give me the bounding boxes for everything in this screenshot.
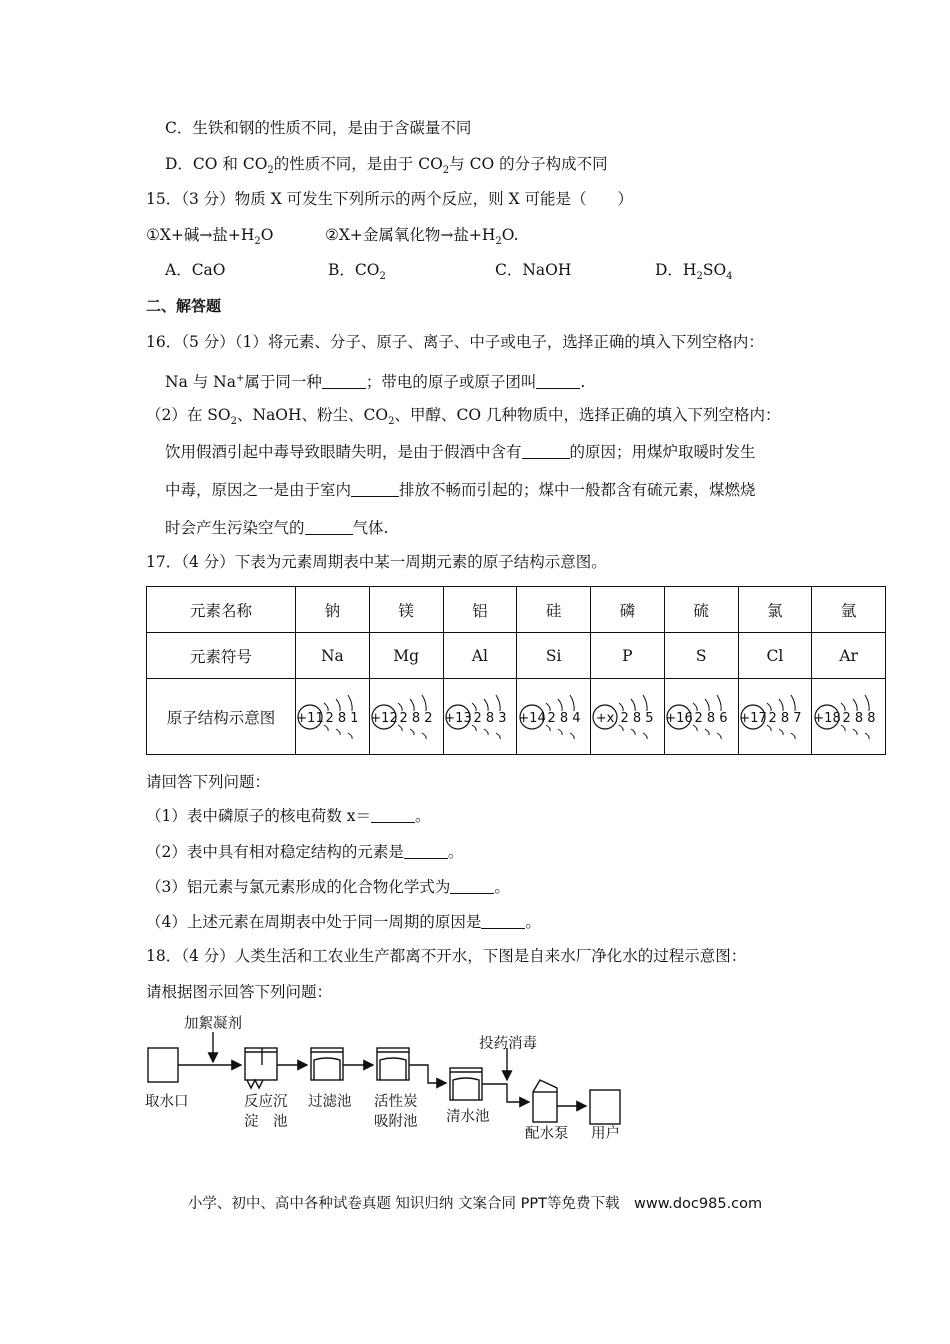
blank-2: [536, 373, 580, 389]
user-label: 用户: [591, 1126, 620, 1142]
electron-shell-arc: [398, 703, 402, 711]
electron-shell-arc: [570, 695, 574, 711]
element-name: 硅: [517, 587, 591, 633]
atom-structure-diagram: [296, 684, 368, 750]
atom-structure-diagram: [665, 684, 737, 750]
blank-7: [404, 843, 448, 859]
blank-9: [481, 913, 525, 929]
section-heading: 二、解答题: [146, 297, 222, 315]
electron-shell-arc: [484, 699, 488, 711]
nuclear-charge: +17: [739, 710, 767, 726]
electron-shell-arc: [619, 703, 623, 711]
blank-3: [522, 443, 570, 459]
element-symbol: Cl: [738, 633, 812, 679]
electron-shell-arc: [422, 733, 426, 739]
atom-diagram-cell: [443, 679, 517, 755]
row-label-symbol: 元素符号: [147, 633, 296, 679]
element-symbol: Si: [517, 633, 591, 679]
electron-shell-arc: [693, 703, 697, 711]
element-name: 氯: [738, 587, 812, 633]
atom-diagram-cell: [517, 679, 591, 755]
blank-1: [322, 373, 366, 389]
electron-shell-arc: [705, 699, 709, 711]
electron-shell-arc: [865, 695, 869, 711]
q15-option-a: A．CaO: [165, 261, 226, 279]
clear-water-tank: [450, 1068, 482, 1100]
q15-option-d: D．$H_2SO_4$: [655, 261, 733, 283]
electron-shell-arc: [705, 729, 709, 735]
electron-configuration: 2 8 5: [620, 710, 654, 726]
q17-sub-3: （3）铝元素与氯元素形成的化合物化学式为 。: [146, 878, 510, 896]
nuclear-charge: +14: [517, 710, 546, 726]
atom-structure-diagram: [444, 684, 516, 750]
electron-shell-arc: [631, 729, 635, 735]
footer: 小学、初中、高中各种试卷真题 知识归纳 文案合同 PPT等免费下载 www.doc985.com: [187, 1196, 763, 1212]
electron-shell-arc: [841, 703, 845, 711]
electron-shell-arc: [558, 699, 562, 711]
electron-shell-arc: [791, 695, 795, 711]
electron-configuration: 2 8 4: [547, 710, 581, 726]
electron-shell-arc: [422, 695, 426, 711]
electron-shell-arc: [348, 695, 352, 711]
atom-structure-diagram: [370, 684, 442, 750]
element-name: 硫: [664, 587, 738, 633]
electron-shell-arc: [348, 733, 352, 739]
filter-tank: [311, 1048, 343, 1080]
electron-shell-arc: [472, 703, 476, 711]
electron-shell-arc: [779, 729, 783, 735]
q14-option-c: C．生铁和钢的性质不同，是由于含碳量不同: [165, 119, 472, 137]
blank-6: [371, 807, 415, 823]
nuclear-charge: +x: [596, 710, 615, 726]
q16-stem: 16．（5 分）（1）将元素、分子、原子、离子、中子或电子，选择正确的填入下列空格内：: [146, 333, 764, 351]
element-symbol: Mg: [369, 633, 443, 679]
element-symbol: Al: [443, 633, 517, 679]
electron-shell-arc: [496, 695, 500, 711]
row-element-symbol: [147, 633, 886, 679]
element-symbol: S: [664, 633, 738, 679]
electron-shell-arc: [779, 699, 783, 711]
q15-option-b: B．$CO_2$: [328, 261, 386, 283]
intake-box: [148, 1048, 178, 1082]
electron-configuration: 2 8 1: [325, 710, 359, 726]
electron-shell-arc: [643, 733, 647, 739]
electron-configuration: 2 8 7: [768, 710, 802, 726]
electron-configuration: 2 8 2: [399, 710, 433, 726]
q18-stem: 18．（4 分）人类生活和工农业生产都离不开水，下图是自来水厂净化水的过程示意图：: [146, 947, 747, 965]
user-box: [590, 1090, 620, 1124]
q17-sub-4: （4）上述元素在周期表中处于同一周期的原因是 。: [146, 913, 541, 931]
atom-diagram-cell: [591, 679, 665, 755]
blank-5: [305, 519, 353, 535]
q16-line-4: 饮用假酒引起中毒导致眼睛失明，是由于假酒中含有 的原因；用煤炉取暖时发生: [165, 443, 756, 461]
element-symbol: Na: [296, 633, 370, 679]
q17-sub-2: （2）表中具有相对稳定结构的元素是 。: [146, 843, 464, 861]
element-name: 铝: [443, 587, 517, 633]
electron-configuration: 2 8 8: [842, 710, 876, 726]
element-name: 镁: [369, 587, 443, 633]
q16-line-6: 时会产生污染空气的 气体.: [165, 519, 389, 537]
row-label-name: 元素名称: [147, 587, 296, 633]
atom-diagram-cell: [369, 679, 443, 755]
water-treatment-diagram: [0, 1010, 950, 1160]
q17-sub-1: （1）表中磷原子的核电荷数 x＝ 。: [146, 807, 431, 825]
sediment-tank: [245, 1048, 277, 1088]
nuclear-charge: +11: [296, 710, 325, 726]
electron-shell-arc: [570, 733, 574, 739]
blank-8: [450, 878, 494, 894]
nuclear-charge: +13: [444, 710, 472, 726]
electron-shell-arc: [546, 703, 550, 711]
element-name: 磷: [591, 587, 665, 633]
electron-shell-arc: [410, 699, 414, 711]
sediment-label-1: 反应沉: [244, 1094, 288, 1110]
q17-prompt: 请回答下列问题：: [146, 773, 271, 791]
atom-structure-diagram: [813, 684, 885, 750]
electron-shell-arc: [717, 695, 721, 711]
periodic-table: [146, 586, 886, 755]
blank-4: [351, 481, 399, 497]
q16-line-2: Na 与 Na+属于同一种 ；带电的原子或原子团叫 .: [165, 373, 586, 392]
q18-prompt: 请根据图示回答下列问题：: [146, 983, 333, 1001]
electron-shell-arc: [631, 699, 635, 711]
q17-stem: 17．（4 分）下表为元素周期表中某一周期元素的原子结构示意图。: [146, 553, 607, 571]
coagulant-label: 加絮凝剂: [184, 1016, 242, 1032]
row-label-structure: 原子结构示意图: [147, 679, 296, 755]
element-name: 氩: [812, 587, 886, 633]
clear-water-label: 清水池: [446, 1109, 490, 1125]
electron-shell-arc: [558, 729, 562, 735]
row-atomic-structure: [147, 679, 886, 755]
atom-structure-diagram: [591, 684, 663, 750]
nuclear-charge: +16: [665, 710, 693, 726]
sediment-label-2: 淀 池: [244, 1114, 288, 1130]
electron-shell-arc: [336, 729, 340, 735]
electron-shell-arc: [643, 695, 647, 711]
electron-shell-arc: [767, 703, 771, 711]
electron-shell-arc: [791, 733, 795, 739]
q15-option-c: C．NaOH: [495, 261, 572, 279]
q16-line-3: （2）在 $SO_2$、NaOH、粉尘、$CO_2$、甲醇、CO 几种物质中，选择正确的填入下列空格内：: [146, 406, 781, 428]
atom-diagram-cell: [664, 679, 738, 755]
q15-reaction-2: ②X+金属氧化物→盐$+H_2O$.: [325, 226, 519, 248]
element-symbol: P: [591, 633, 665, 679]
nuclear-charge: +12: [370, 710, 398, 726]
element-symbol: Ar: [812, 633, 886, 679]
electron-shell-arc: [410, 729, 414, 735]
q15-stem: 15．（3 分）物质 X 可发生下列所示的两个反应，则 X 可能是（ ）: [146, 190, 634, 208]
intake-label: 取水口: [145, 1094, 189, 1110]
carbon-tank: [377, 1048, 409, 1080]
electron-shell-arc: [324, 703, 328, 711]
disinfect-label: 投药消毒: [479, 1036, 537, 1052]
electron-shell-arc: [865, 733, 869, 739]
electron-shell-arc: [853, 699, 857, 711]
carbon-label-1: 活性炭: [374, 1094, 418, 1110]
electron-shell-arc: [336, 699, 340, 711]
electron-configuration: 2 8 6: [694, 710, 728, 726]
electron-shell-arc: [853, 729, 857, 735]
pump-label: 配水泵: [525, 1126, 569, 1142]
pump: [533, 1080, 557, 1122]
carbon-label-2: 吸附池: [374, 1114, 418, 1130]
q14-option-d: D．CO 和 $CO_2$的性质不同，是由于 $CO_2$与 CO 的分子构成不同: [165, 155, 608, 177]
electron-shell-arc: [496, 733, 500, 739]
q15-reaction-1: ①X+碱→盐$+H_2O$: [146, 226, 274, 248]
electron-shell-arc: [484, 729, 488, 735]
filter-label: 过滤池: [308, 1094, 352, 1110]
electron-shell-arc: [717, 733, 721, 739]
atom-structure-diagram: [739, 684, 811, 750]
row-element-name: [147, 587, 886, 633]
atom-diagram-cell: [738, 679, 812, 755]
atom-diagram-cell: [812, 679, 886, 755]
atom-structure-diagram: [518, 684, 590, 750]
element-name: 钠: [296, 587, 370, 633]
q16-line-5: 中毒，原因之一是由于室内 排放不畅而引起的；煤中一般都含有硫元素，煤燃烧: [165, 481, 756, 499]
atom-diagram-cell: [296, 679, 370, 755]
nuclear-charge: +18: [812, 710, 841, 726]
electron-configuration: 2 8 3: [473, 710, 507, 726]
